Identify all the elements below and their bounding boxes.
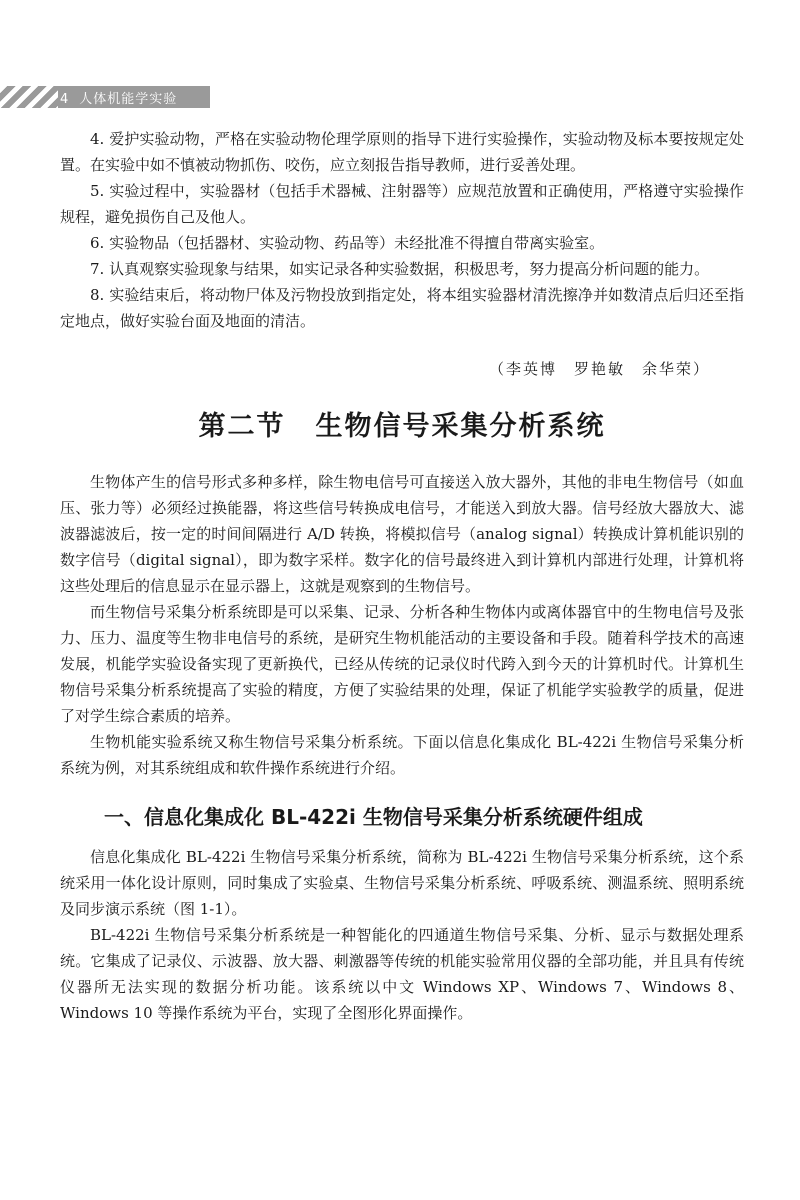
paragraph-rule-7: 7. 认真观察实验现象与结果，如实记录各种实验数据，积极思考，努力提高分析问题的能力。 xyxy=(90,260,710,278)
header-stripe-decoration xyxy=(0,86,58,108)
paragraph-hardware-2: BL-422i 生物信号采集分析系统是一种智能化的四通道生物信号采集、分析、显示与数据处理系统。它集成了记录仪、示波器、放大器、刺激器等传统的机能实验常用仪器的全部功能，并且具有传统仪器所无法实现的数据分析功能。该系统以中文 Windows XP、Windows 7、Windows 8、Windows 10 等操作系统为平台，实现了全图形化界面操作。 xyxy=(60,926,744,1022)
paragraph-rule-6: 6. 实验物品（包括器材、实验动物、药品等）未经批准不得擅自带离实验室。 xyxy=(90,234,605,252)
section-title xyxy=(60,404,744,443)
paragraph-rule-5: 5. 实验过程中，实验器材（包括手术器械、注射器等）应规范放置和正确使用，严格遵守实验操作规程，避免损伤自己及他人。 xyxy=(60,182,744,226)
subsection-title: 一、信息化集成化 BL-422i 生物信号采集分析系统硬件组成 xyxy=(104,805,643,829)
book-title: 人体机能学实验 xyxy=(79,92,178,107)
authors-line: （李英博 罗艳敏 余华荣） xyxy=(488,360,710,378)
paragraph-intro-2: 而生物信号采集分析系统即是可以采集、记录、分析各种生物体内或离体器官中的生物电信号及张力、压力、温度等生物非电信号的系统，是研究生物机能活动的主要设备和手段。随着科学技术的高速发展，机能学实验设备实现了更新换代，已经从传统的记录仪时代跨入到今天的计算机时代。计算机生物信号采集分析系统提高了实验的精度，方便了实验结果的处理，保证了机能学实验教学的质量，促进了对学生综合素质的培养。 xyxy=(60,603,744,725)
paragraph-hardware-1: 信息化集成化 BL-422i 生物信号采集分析系统，简称为 BL-422i 生物信号采集分析系统，这个系统采用一体化设计原则，同时集成了实验桌、生物信号采集分析系统、呼吸系统、测温系统、照明系统及同步演示系统（图 1-1）。 xyxy=(60,848,744,918)
running-header xyxy=(0,86,210,108)
section-name: 生物信号采集分析系统 xyxy=(315,411,606,442)
paragraph-rule-8: 8. 实验结束后，将动物尸体及污物投放到指定处，将本组实验器材清洗擦净并如数清点后归还至指定地点，做好实验台面及地面的清洁。 xyxy=(60,286,744,330)
paragraph-intro-1: 生物体产生的信号形式多种多样，除生物电信号可直接送入放大器外，其他的非电生物信号（如血压、张力等）必须经过换能器，将这些信号转换成电信号，才能送入到放大器。信号经放大器放大、滤波器滤波后，按一定的时间间隔进行 A/D 转换，将模拟信号（analog signal）转换成计算机能识别的数字信号（digital signal），即为数字采样。数字化的信号最终进入到计算机内部进行处理，计算机将这些处理后的信息显示在显示器上，这就是观察到的生物信号。 xyxy=(60,473,744,595)
page-number: 4 xyxy=(60,92,70,107)
paragraph-rule-4: 4. 爱护实验动物，严格在实验动物伦理学原则的指导下进行实验操作，实验动物及标本要按规定处置。在实验中如不慎被动物抓伤、咬伤，应立刻报告指导教师，进行妥善处理。 xyxy=(60,130,744,174)
section-number: 第二节 xyxy=(198,411,286,442)
page-content xyxy=(60,126,744,1026)
header-text xyxy=(60,88,177,107)
paragraph-intro-3: 生物机能实验系统又称生物信号采集分析系统。下面以信息化集成化 BL-422i 生物信号采集分析系统为例，对其系统组成和软件操作系统进行介绍。 xyxy=(60,733,744,777)
